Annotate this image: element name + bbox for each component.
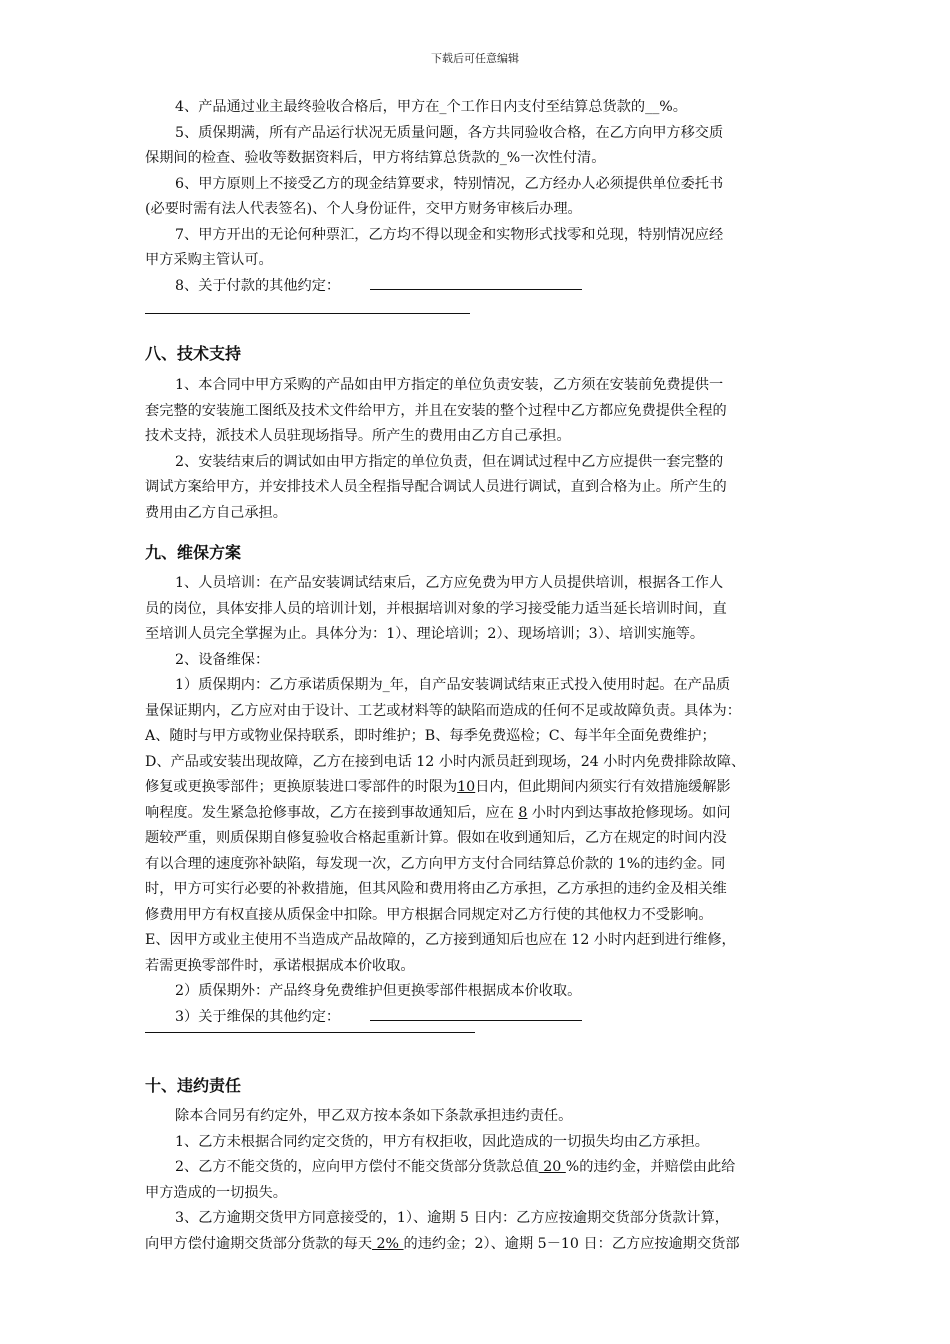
text-segment: 向甲方偿付逾期交货部分货款的每天	[145, 1236, 373, 1252]
paragraph-line	[145, 1235, 740, 1253]
paragraph-line: 甲方采购主管认可。	[145, 252, 273, 268]
underlined-value: 2%	[372, 1236, 404, 1252]
paragraph-line: 除本合同另有约定外，甲乙双方按本条如下条款承担违约责任。	[175, 1108, 573, 1124]
paragraph-line	[175, 1158, 735, 1176]
paragraph-line: 至培训人员完全掌握为止。具体分为：1）、理论培训；2）、现场培训；3）、培训实施等。	[145, 626, 705, 642]
paragraph-line: 保期间的检查、验收等数据资料后，甲方将结算总货款的_%一次性付清。	[145, 150, 606, 166]
section-heading: 十、违约责任	[145, 1076, 242, 1095]
paragraph-line: 1、人员培训：在产品安装调试结束后，乙方应免费为甲方人员提供培训，根据各工作人	[175, 575, 724, 591]
blank-line-payment-2	[145, 313, 470, 314]
paragraph-line: (必要时需有法人代表签名)、个人身份证件，交甲方财务审核后办理。	[145, 201, 582, 217]
page-header: 下载后可任意编辑	[431, 52, 519, 65]
paragraph-line: 修费用甲方有权直接从质保金中扣除。甲方根据合同规定对乙方行使的其他权力不受影响。	[145, 907, 713, 923]
text-segment: 小时内到达事故抢修现场。如问	[527, 805, 731, 821]
paragraph-line: 8、关于付款的其他约定：	[175, 278, 341, 294]
underlined-value: 8	[518, 805, 528, 821]
text-segment: 日内，但此期间内须实行有效措施缓解影	[475, 779, 731, 795]
paragraph-line: 题较严重，则质保期自修复验收合格起重新计算。假如在收到通知后，乙方在规定的时间内没	[145, 830, 727, 846]
paragraph-line: 调试方案给甲方，并安排技术人员全程指导配合调试人员进行调试，直到合格为止。所产生的	[145, 479, 727, 495]
blank-line-maintenance-2	[145, 1032, 475, 1033]
text-segment: 2、乙方不能交货的，应向甲方偿付不能交货部分货款总值	[175, 1159, 539, 1175]
paragraph-line: 技术支持，派技术人员驻现场指导。所产生的费用由乙方自己承担。	[145, 428, 571, 444]
paragraph-line: 甲方造成的一切损失。	[145, 1185, 287, 1201]
text-segment: 响程度。发生紧急抢修事故，乙方在接到事故通知后，应在	[145, 805, 519, 821]
paragraph-line: 费用由乙方自己承担。	[145, 505, 287, 521]
section-heading: 八、技术支持	[145, 344, 242, 363]
paragraph-line: 7、甲方开出的无论何种票汇，乙方均不得以现金和实物形式找零和兑现，特别情况应经	[175, 227, 724, 243]
paragraph-line: 2、设备维保：	[175, 652, 270, 668]
blank-line-maintenance-1	[370, 1020, 582, 1021]
paragraph-line: 1、本合同中甲方采购的产品如由甲方指定的单位负责安装，乙方须在安装前免费提供一	[175, 377, 724, 393]
paragraph-line: 1）质保期内：乙方承诺质保期为_年，自产品安装调试结束正式投入使用时起。在产品质	[175, 677, 731, 693]
section-heading: 九、维保方案	[145, 543, 242, 562]
paragraph-line: 3）关于维保的其他约定：	[175, 1009, 341, 1025]
text-segment: 修复或更换零部件；更换原装进口零部件的时限为	[145, 779, 458, 795]
paragraph-line: A、随时与甲方或物业保持联系，即时维护；B、每季免费巡检；C、每半年全面免费维护；	[145, 728, 716, 744]
paragraph-line: 1、乙方未根据合同约定交货的，甲方有权拒收，因此造成的一切损失均由乙方承担。	[175, 1134, 709, 1150]
underlined-value: 20	[538, 1159, 566, 1175]
paragraph-line: 4、产品通过业主最终验收合格后，甲方在_个工作日内支付至结算总货款的__%。	[175, 99, 687, 115]
text-segment: 的违约金；2）、逾期 5－10 日：乙方应按逾期交货部	[403, 1236, 740, 1252]
paragraph-line: 2）质保期外：产品终身免费维护但更换零部件根据成本价收取。	[175, 983, 582, 999]
paragraph-line: 3、乙方逾期交货甲方同意接受的，1）、逾期 5 日内：乙方应按逾期交货部分货款计算，	[175, 1210, 729, 1226]
paragraph-line: 套完整的安装施工图纸及技术文件给甲方，并且在安装的整个过程中乙方都应免费提供全程的	[145, 403, 727, 419]
paragraph-line: 2、安装结束后的调试如由甲方指定的单位负责，但在调试过程中乙方应提供一套完整的	[175, 454, 724, 470]
blank-line-payment-1	[370, 289, 582, 290]
paragraph-line: 时，甲方可实行必要的补救措施，但其风险和费用将由乙方承担，乙方承担的违约金及相关维	[145, 881, 727, 897]
paragraph-line	[145, 778, 731, 796]
paragraph-line	[145, 804, 731, 822]
paragraph-line: 5、质保期满，所有产品运行状况无质量问题，各方共同验收合格，在乙方向甲方移交质	[175, 125, 724, 141]
paragraph-line: 6、甲方原则上不接受乙方的现金结算要求，特别情况，乙方经办人必须提供单位委托书	[175, 176, 724, 192]
text-segment: %的违约金，并赔偿由此给	[565, 1159, 736, 1175]
paragraph-line: 员的岗位，具体安排人员的培训计划，并根据培训对象的学习接受能力适当延长培训时间，直	[145, 601, 727, 617]
paragraph-line: 有以合理的速度弥补缺陷，每发现一次，乙方向甲方支付合同结算总价款的 1%的违约金。同	[145, 856, 726, 872]
paragraph-line: D、产品或安装出现故障，乙方在接到电话 12 小时内派员赶到现场，24 小时内免费排除故障、	[145, 754, 746, 770]
paragraph-line: 若需更换零部件时，承诺根据成本价收取。	[145, 958, 415, 974]
paragraph-line: E、因甲方或业主使用不当造成产品故障的，乙方接到通知后也应在 12 小时内赶到进行维修，	[145, 932, 736, 948]
underlined-value: 10	[457, 779, 476, 795]
paragraph-line: 量保证期内，乙方应对由于设计、工艺或材料等的缺陷而造成的任何不足或故障负责。具体为：	[145, 703, 741, 719]
